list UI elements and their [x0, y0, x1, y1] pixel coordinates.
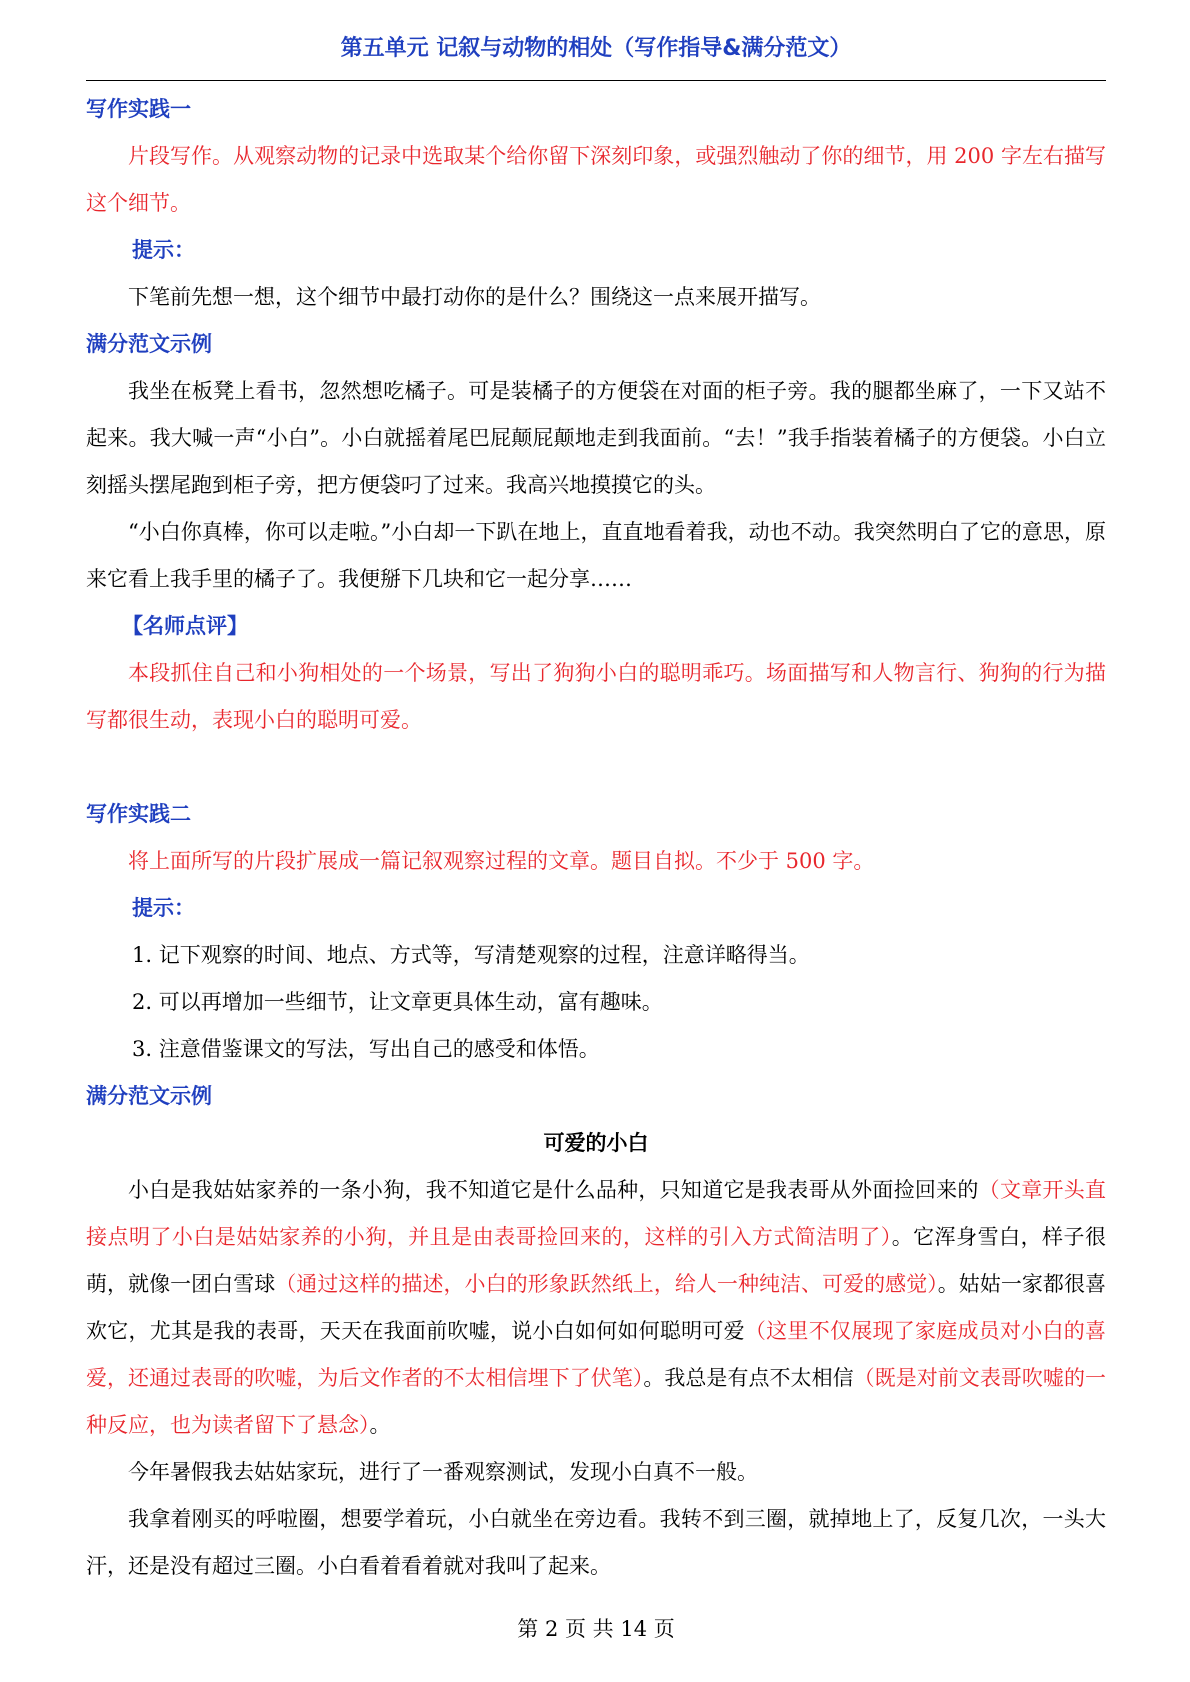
essay-paragraph-3: 我拿着刚买的呼啦圈，想要学着玩，小白就坐在旁边看。我转不到三圈，就掉地上了，反复几次，一头大汗，还是没有超过三圈。小白看着看着就对我叫了起来。	[86, 1507, 1106, 1578]
practice2-task: 将上面所写的片段扩展成一篇记叙观察过程的文章。题目自拟。不少于 500 字。	[128, 849, 875, 873]
practice1-tip-text: 下笔前先想一想，这个细节中最打动你的是什么？围绕这一点来展开描写。	[128, 285, 821, 309]
practice1-tip-label: 提示：	[132, 238, 195, 262]
essay-text: 。我总是有点不太相信	[643, 1366, 854, 1390]
practice2-tip-label: 提示：	[132, 896, 195, 920]
essay-text: 。它浑身雪白，样子很萌，就像一团白雪球	[86, 1225, 1107, 1296]
essay-text: 。	[369, 1413, 391, 1437]
teacher-comment-text: 本段抓住自己和小狗相处的一个场景，写出了狗狗小白的聪明乖巧。场面描写和人物言行、狗狗的行为描写都很生动，表现小白的聪明可爱。	[86, 661, 1106, 732]
page-content	[86, 86, 1106, 1590]
essay-text: 。姑姑一家都很喜欢它，尤其是我的表哥，天天在我面前吹嘘，说小白如何如何聪明可爱	[86, 1272, 1106, 1343]
essay-paragraph-2: 今年暑假我去姑姑家玩，进行了一番观察测试，发现小白真不一般。	[128, 1460, 758, 1484]
practice2-tip-item: 3. 注意借鉴课文的写法，写出自己的感受和体悟。	[132, 1037, 600, 1061]
essay-annotation: （通过这样的描述，小白的形象跃然纸上，给人一种纯洁、可爱的感觉）	[275, 1272, 938, 1296]
essay-text: 小白是我姑姑家养的一条小狗，我不知道它是什么品种，只知道它是我表哥从外面捡回来的	[128, 1178, 979, 1202]
practice2-tip-item: 1. 记下观察的时间、地点、方式等，写清楚观察的过程，注意详略得当。	[132, 943, 810, 967]
practice2-sample-heading: 满分范文示例	[86, 1084, 212, 1108]
practice1-task: 片段写作。从观察动物的记录中选取某个给你留下深刻印象，或强烈触动了你的细节，用 200 字左右描写这个细节。	[86, 144, 1106, 215]
teacher-comment-label: 【名师点评】	[122, 614, 248, 638]
practice1-sample-paragraph-2: “小白你真棒，你可以走啦。”小白却一下趴在地上，直直地看着我，动也不动。我突然明白了它的意思，原来它看上我手里的橘子了。我便掰下几块和它一起分享……	[86, 520, 1106, 591]
section-spacer	[86, 744, 1106, 791]
page-header-title: 第五单元 记叙与动物的相处（写作指导&满分范文）	[340, 36, 852, 61]
essay-annotation: （文章开头直接点明了小白是姑姑家养的小狗，并且是由表哥捡回来的，这样的引入方式简洁明了）	[86, 1178, 1107, 1249]
practice2-heading: 写作实践二	[86, 802, 191, 826]
essay-annotation: （既是对前文表哥吹嘘的一种反应，也为读者留下了悬念）	[86, 1366, 1106, 1437]
header-divider	[86, 80, 1106, 81]
page-footer-number: 第 2 页 共 14 页	[517, 1617, 675, 1641]
essay-paragraph-1	[86, 1167, 1106, 1449]
practice1-sample-heading: 满分范文示例	[86, 332, 212, 356]
document-page	[86, 0, 1106, 1682]
practice2-tip-item: 2. 可以再增加一些细节，让文章更具体生动，富有趣味。	[132, 990, 663, 1014]
practice1-heading: 写作实践一	[86, 97, 191, 121]
practice1-sample-paragraph-1: 我坐在板凳上看书，忽然想吃橘子。可是装橘子的方便袋在对面的柜子旁。我的腿都坐麻了，一下又站不起来。我大喊一声“小白”。小白就摇着尾巴屁颠屁颠地走到我面前。“去！”我手指装着橘子的方便袋。小白立刻摇头摆尾跑到柜子旁，把方便袋叼了过来。我高兴地摸摸它的头。	[86, 379, 1106, 497]
essay-annotation: （这里不仅展现了家庭成员对小白的喜爱，还通过表哥的吹嘘，为后文作者的不太相信埋下了伏笔）	[86, 1319, 1107, 1390]
essay-title: 可爱的小白	[543, 1131, 649, 1155]
